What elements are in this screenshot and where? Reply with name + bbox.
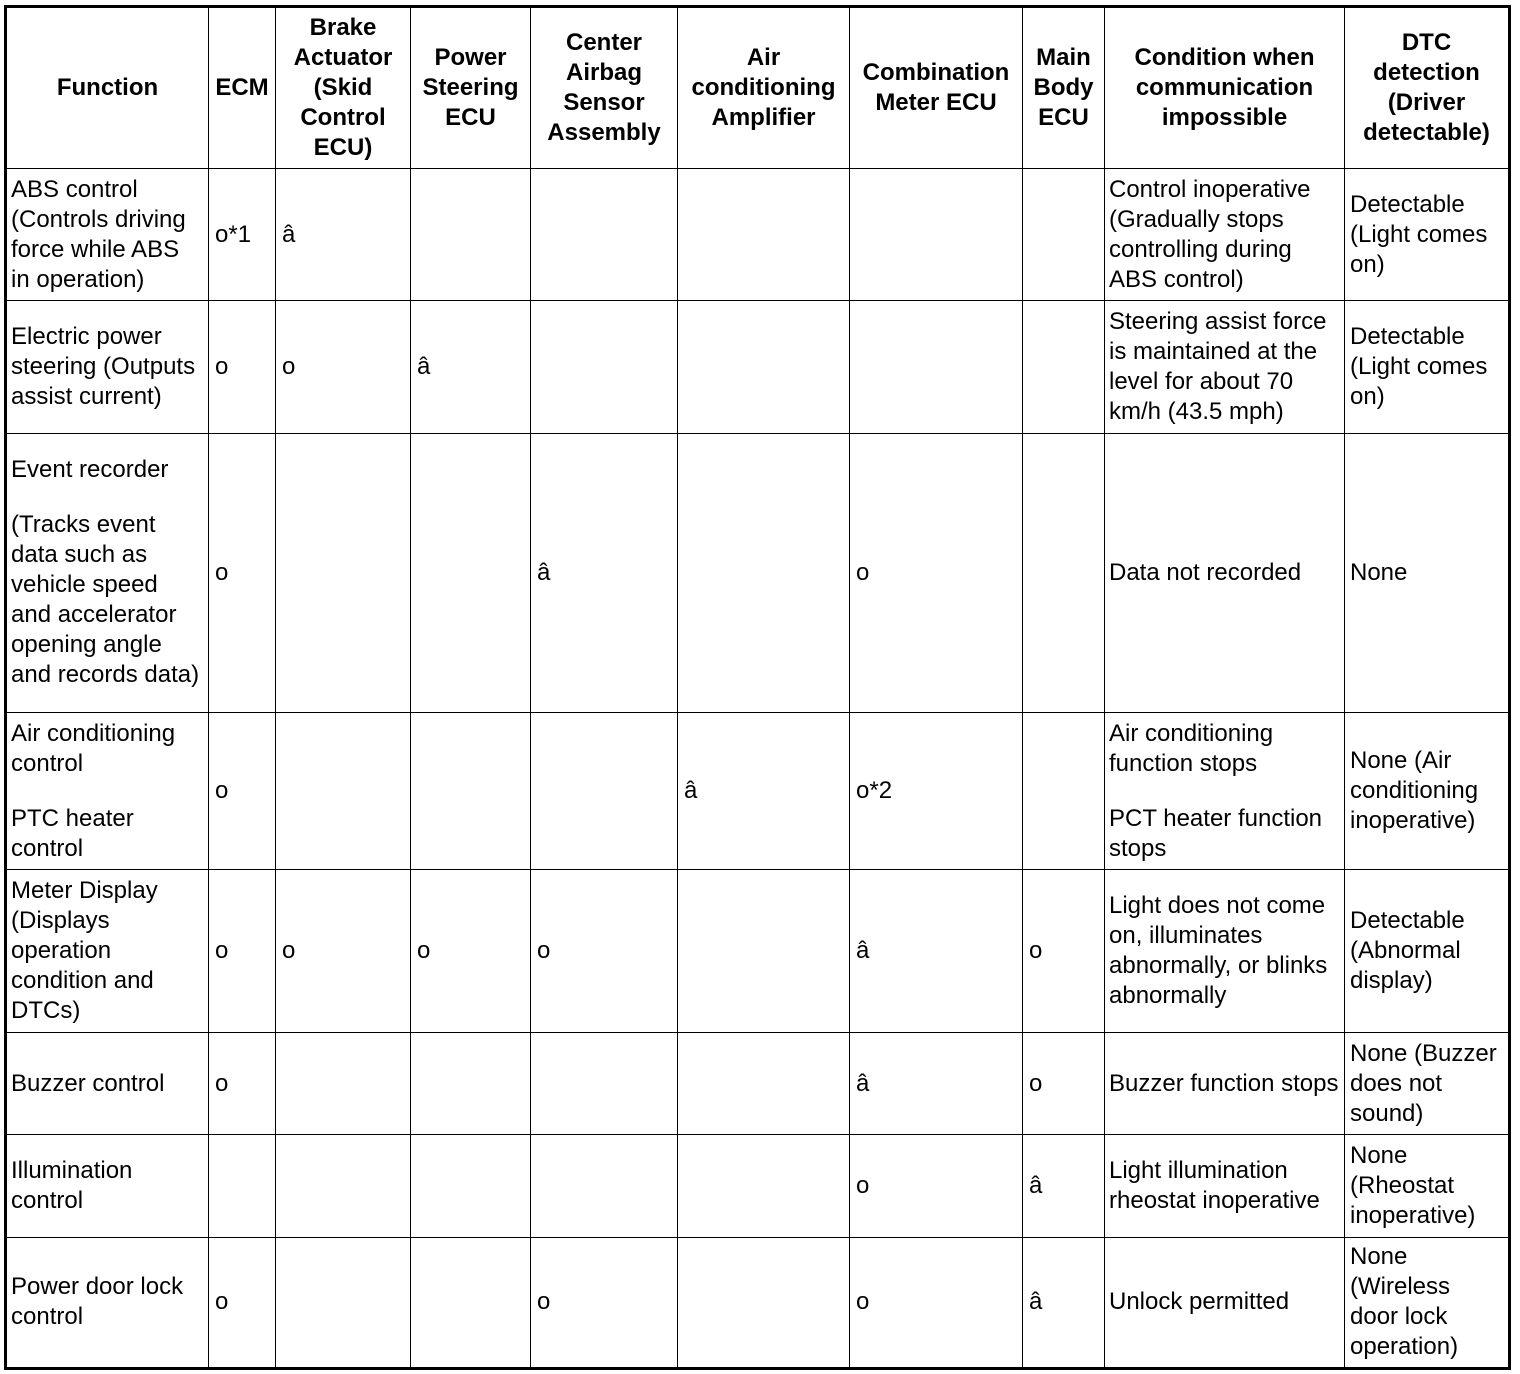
ecm-cell: o*1 — [209, 169, 276, 301]
function-cell: Meter Display (Displays operation condition and DTCs) — [6, 870, 209, 1033]
ecm-cell: o — [209, 870, 276, 1033]
table-row — [6, 1135, 1510, 1237]
table-row — [6, 712, 1510, 870]
function-cell: ABS control (Controls driving force while ABS in operation) — [6, 169, 209, 301]
function-note: PTC heater control — [11, 804, 134, 862]
ac-amplifier-cell — [678, 870, 850, 1033]
brake-actuator-cell — [276, 1135, 411, 1237]
main-body-cell — [1023, 301, 1105, 433]
power-steering-cell: o — [411, 870, 531, 1033]
function-title: Event recorder — [11, 456, 169, 484]
main-body-cell — [1023, 712, 1105, 870]
ecm-cell: o — [209, 433, 276, 712]
main-body-cell — [1023, 169, 1105, 301]
dtc-cell: None (Rheostat inoperative) — [1345, 1135, 1510, 1237]
combination-meter-cell: o — [850, 1135, 1023, 1237]
table-row — [6, 870, 1510, 1033]
airbag-cell — [531, 712, 678, 870]
airbag-cell — [531, 1135, 678, 1237]
table-row — [6, 1237, 1510, 1369]
airbag-cell — [531, 1032, 678, 1134]
brake-actuator-cell — [276, 712, 411, 870]
dtc-cell: None (Buzzer does not sound) — [1345, 1032, 1510, 1134]
brake-actuator-cell: o — [276, 301, 411, 433]
ac-amplifier-cell: â — [678, 712, 850, 870]
airbag-cell: o — [531, 870, 678, 1033]
power-steering-cell — [411, 1237, 531, 1369]
power-steering-cell: â — [411, 301, 531, 433]
airbag-cell: â — [531, 433, 678, 712]
airbag-cell — [531, 301, 678, 433]
power-steering-cell — [411, 1135, 531, 1237]
dtc-cell: Detectable (Abnormal display) — [1345, 870, 1510, 1033]
header-condition: Condition when communication impossible — [1105, 7, 1345, 169]
ac-amplifier-cell — [678, 1237, 850, 1369]
header-brake-actuator: Brake Actuator (Skid Control ECU) — [276, 7, 411, 169]
dtc-cell: None (Wireless door lock operation) — [1345, 1237, 1510, 1369]
header-combination-meter-ecu: Combination Meter ECU — [850, 7, 1023, 169]
airbag-cell — [531, 169, 678, 301]
function-cell: Buzzer control — [6, 1032, 209, 1134]
main-body-cell: o — [1023, 870, 1105, 1033]
power-steering-cell — [411, 169, 531, 301]
header-center-airbag-sensor: Center Airbag Sensor Assembly — [531, 7, 678, 169]
ac-amplifier-cell — [678, 1032, 850, 1134]
table-row — [6, 1032, 1510, 1134]
condition-note: PCT heater function stops — [1109, 804, 1323, 862]
condition-cell: Unlock permitted — [1105, 1237, 1345, 1369]
dtc-cell: None — [1345, 433, 1510, 712]
function-cell — [6, 433, 209, 712]
ac-amplifier-cell — [678, 433, 850, 712]
table-row — [6, 169, 1510, 301]
condition-cell: Control inoperative (Gradually stops controlling during ABS control) — [1105, 169, 1345, 301]
table-row — [6, 301, 1510, 433]
condition-cell: Data not recorded — [1105, 433, 1345, 712]
condition-cell: Light illumination rheostat inoperative — [1105, 1135, 1345, 1237]
main-body-cell: o — [1023, 1032, 1105, 1134]
main-body-cell: â — [1023, 1135, 1105, 1237]
condition-cell — [1105, 712, 1345, 870]
dtc-cell: Detectable (Light comes on) — [1345, 169, 1510, 301]
condition-cell: Light does not come on, illuminates abnormally, or blinks abnormally — [1105, 870, 1345, 1033]
table-row — [6, 433, 1510, 712]
airbag-cell: o — [531, 1237, 678, 1369]
header-main-body-ecu: Main Body ECU — [1023, 7, 1105, 169]
combination-meter-cell: â — [850, 870, 1023, 1033]
function-cell: Electric power steering (Outputs assist current) — [6, 301, 209, 433]
function-cell: Illumination control — [6, 1135, 209, 1237]
combination-meter-cell: o — [850, 1237, 1023, 1369]
header-ac-amplifier: Air conditioning Amplifier — [678, 7, 850, 169]
combination-meter-cell: o — [850, 433, 1023, 712]
header-function: Function — [6, 7, 209, 169]
brake-actuator-cell — [276, 1237, 411, 1369]
power-steering-cell — [411, 433, 531, 712]
power-steering-cell — [411, 1032, 531, 1134]
condition-title: Air conditioning function stops — [1109, 719, 1274, 777]
ac-amplifier-cell — [678, 1135, 850, 1237]
header-row — [6, 7, 1510, 169]
combination-meter-cell: â — [850, 1032, 1023, 1134]
power-steering-cell — [411, 712, 531, 870]
ecm-cell: o — [209, 712, 276, 870]
main-body-cell: â — [1023, 1237, 1105, 1369]
combination-meter-cell — [850, 301, 1023, 433]
condition-cell: Buzzer function stops — [1105, 1032, 1345, 1134]
main-body-cell — [1023, 433, 1105, 712]
function-title: Air conditioning control — [11, 719, 176, 777]
ecm-cell: o — [209, 301, 276, 433]
ecm-cell: o — [209, 1237, 276, 1369]
combination-meter-cell — [850, 169, 1023, 301]
ac-amplifier-cell — [678, 301, 850, 433]
brake-actuator-cell: â — [276, 169, 411, 301]
brake-actuator-cell — [276, 1032, 411, 1134]
function-cell: Power door lock control — [6, 1237, 209, 1369]
dtc-cell: Detectable (Light comes on) — [1345, 301, 1510, 433]
header-dtc-detection: DTC detection (Driver detectable) — [1345, 7, 1510, 169]
condition-cell: Steering assist force is maintained at the level for about 70 km/h (43.5 mph) — [1105, 301, 1345, 433]
function-note: (Tracks event data such as vehicle speed and accelerator opening angle and records data) — [11, 511, 200, 689]
ecm-cell — [209, 1135, 276, 1237]
communication-function-table — [4, 5, 1511, 1370]
combination-meter-cell: o*2 — [850, 712, 1023, 870]
brake-actuator-cell: o — [276, 870, 411, 1033]
header-power-steering-ecu: Power Steering ECU — [411, 7, 531, 169]
ecm-cell: o — [209, 1032, 276, 1134]
brake-actuator-cell — [276, 433, 411, 712]
dtc-cell: None (Air conditioning inoperative) — [1345, 712, 1510, 870]
ac-amplifier-cell — [678, 169, 850, 301]
function-cell — [6, 712, 209, 870]
header-ecm: ECM — [209, 7, 276, 169]
